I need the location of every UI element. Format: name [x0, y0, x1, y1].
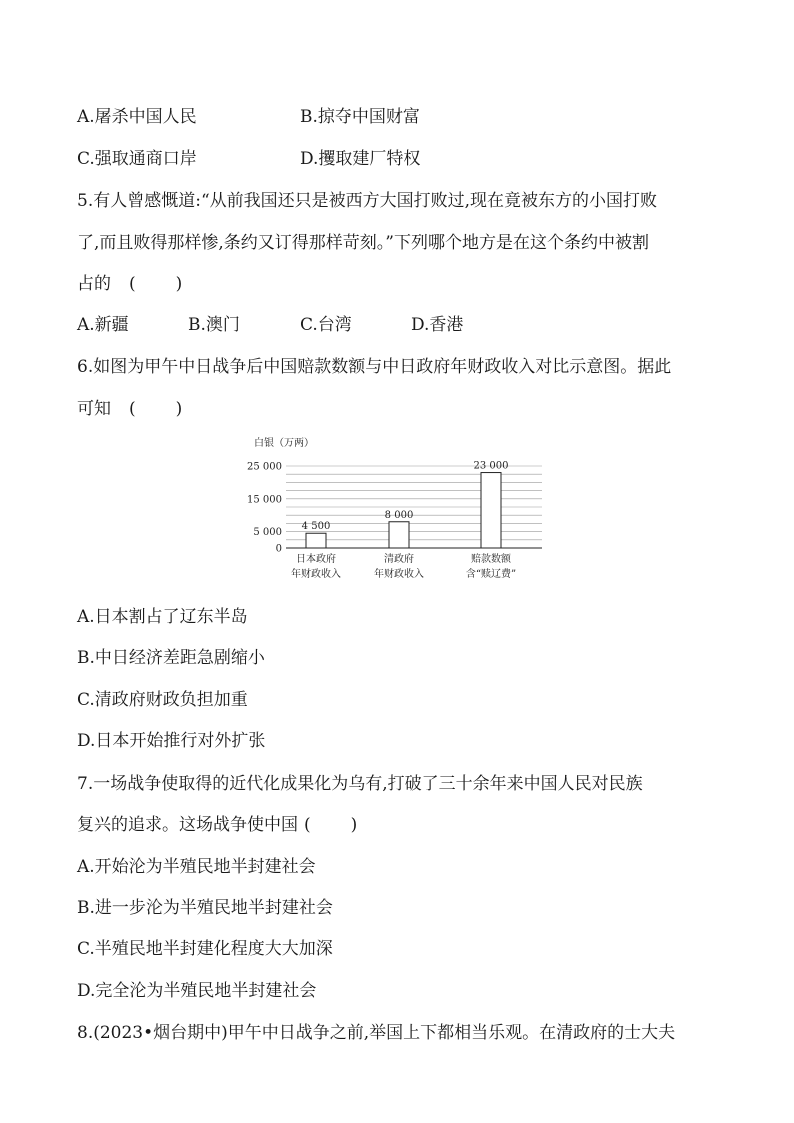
y-tick-label: 0 [275, 543, 282, 555]
q6-option-a: A.日本割占了辽东半岛 [77, 607, 248, 627]
q7-option-c: C.半殖民地半封建化程度大大加深 [77, 939, 333, 959]
q6-option-d: D.日本开始推行对外扩张 [77, 731, 266, 751]
q4-option-b: B.掠夺中国财富 [300, 107, 420, 127]
bar [389, 522, 409, 548]
x-category-label: 含“赎辽费” [465, 569, 517, 580]
q5-option-b: B.澳门 [188, 315, 240, 335]
bar-value-label: 23 000 [473, 460, 509, 472]
x-category-label: 清政府 [384, 554, 414, 565]
q4-option-d: D.攫取建厂特权 [300, 149, 421, 169]
q5-option-a: A.新疆 [77, 315, 129, 335]
bar-value-label: 8 000 [384, 509, 414, 521]
q7-stem-line-1: 7.一场战争使取得的近代化成果化为乌有,打破了三十余年来中国人民对民族 [77, 774, 643, 794]
q6-stem-text: 可知 [77, 399, 111, 419]
x-category-label: 年财政收入 [291, 569, 341, 580]
y-tick-label: 25 000 [247, 461, 282, 473]
q5-answer-paren: ( ) [129, 274, 183, 294]
y-tick-label: 15 000 [247, 494, 282, 506]
tribute-vs-revenue-bar-chart [240, 432, 550, 584]
x-category-label: 日本政府 [296, 554, 336, 565]
y-axis-label: 白银（万两） [254, 438, 314, 449]
q8-stem-line-1: 8.(2023•烟台期中)甲午中日战争之前,举国上下都相当乐观。在清政府的士大夫 [77, 1023, 676, 1043]
q7-answer-paren: ( ) [304, 815, 358, 835]
q4-option-a: A.屠杀中国人民 [77, 107, 197, 127]
q5-stem-text: 占的 [77, 274, 111, 294]
x-category-label: 年财政收入 [374, 569, 424, 580]
q7-option-d: D.完全沦为半殖民地半封建社会 [77, 981, 317, 1001]
q7-option-b: B.进一步沦为半殖民地半封建社会 [77, 898, 333, 918]
q6-option-c: C.清政府财政负担加重 [77, 690, 248, 710]
q5-option-c: C.台湾 [300, 315, 352, 335]
bar [306, 533, 326, 548]
q5-stem-line-2: 了,而且败得那样惨,条约又订得那样苛刻。”下列哪个地方是在这个条约中被割 [77, 233, 649, 253]
q4-option-c: C.强取通商口岸 [77, 149, 197, 169]
q6-option-b: B.中日经济差距急剧缩小 [77, 648, 265, 668]
q5-stem-line-1: 5.有人曾感慨道:“从前我国还只是被西方大国打败过,现在竟被东方的小国打败 [77, 191, 658, 211]
bar [481, 473, 501, 548]
q7-stem-text: 复兴的追求。这场战争使中国 [77, 815, 298, 835]
q6-stem-line-1: 6.如图为甲午中日战争后中国赔款数额与中日政府年财政收入对比示意图。据此 [77, 357, 672, 377]
q6-stem-line-2 [77, 398, 182, 420]
q7-stem-line-2 [77, 814, 357, 836]
y-tick-label: 5 000 [253, 527, 282, 539]
x-category-label: 赔款数额 [471, 554, 511, 565]
bar-value-label: 4 500 [301, 521, 331, 533]
q5-option-d: D.香港 [411, 315, 464, 335]
q6-answer-paren: ( ) [129, 399, 183, 419]
q7-option-a: A.开始沦为半殖民地半封建社会 [77, 857, 316, 877]
q5-stem-line-3 [77, 273, 182, 295]
